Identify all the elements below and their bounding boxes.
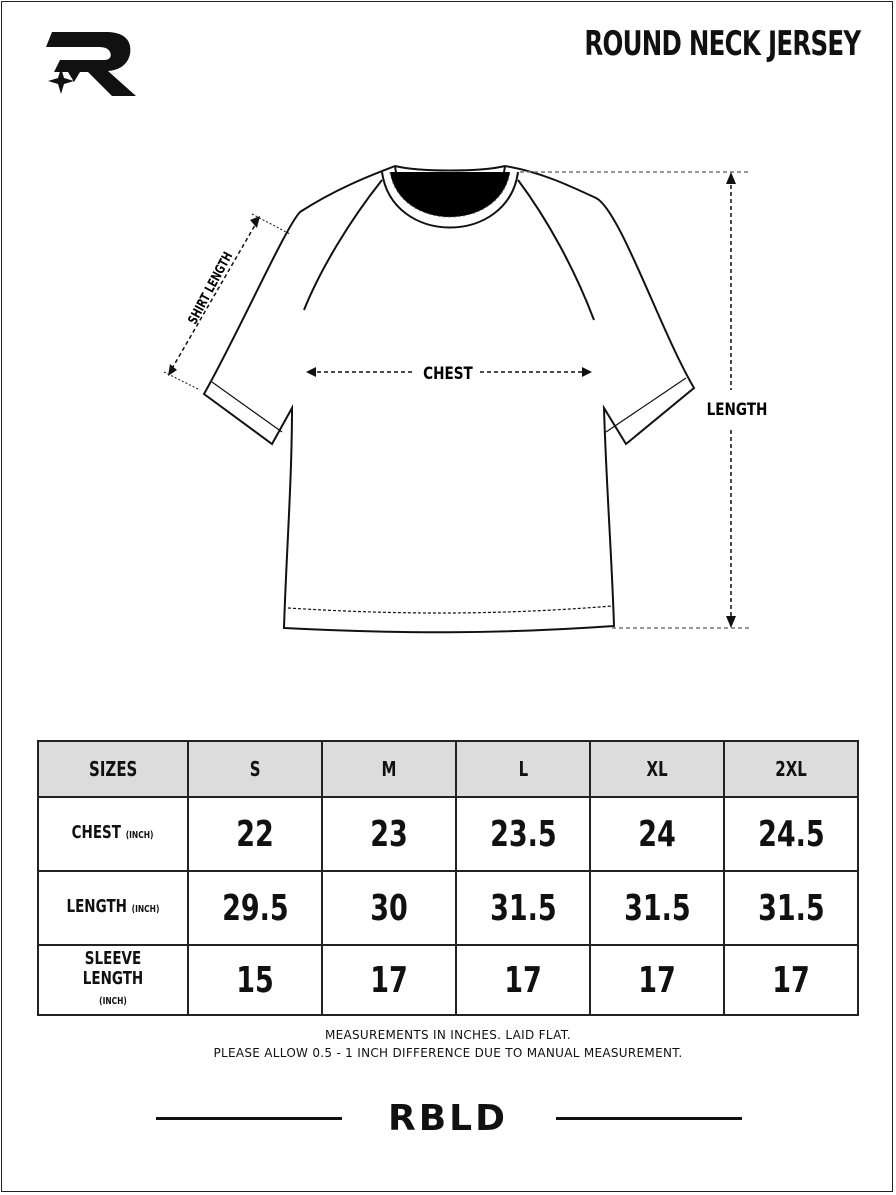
sleeve-length-label: SHIRT LENGTH xyxy=(184,249,236,327)
size-chart-table xyxy=(37,740,859,1016)
note-line: PLEASE ALLOW 0.5 - 1 INCH DIFFERENCE DUE TO MANUAL MEASUREMENT. xyxy=(213,1046,683,1060)
chest-label: CHEST xyxy=(423,363,473,384)
row-label: LENGTH (INCH) xyxy=(38,871,188,945)
table-cell: 23.5 xyxy=(456,797,590,871)
table-header-cell: SIZES xyxy=(38,741,188,797)
table-cell: 31.5 xyxy=(590,871,724,945)
shirt-outline xyxy=(204,166,694,632)
table-cell: 15 xyxy=(188,945,322,1015)
table-cell: 22 xyxy=(188,797,322,871)
measurement-notes xyxy=(0,1026,896,1062)
table-cell: 17 xyxy=(724,945,858,1015)
table-cell: 17 xyxy=(322,945,456,1015)
table-cell: 29.5 xyxy=(188,871,322,945)
note-line: MEASUREMENTS IN INCHES. LAID FLAT. xyxy=(324,1028,572,1042)
page-title: ROUND NECK JERSEY xyxy=(583,24,860,64)
table-cell: 17 xyxy=(590,945,724,1015)
table-cell: 24 xyxy=(590,797,724,871)
table-header-row xyxy=(38,741,858,797)
brand-wordmark: RBLD xyxy=(388,1098,508,1139)
brand-logo-icon xyxy=(44,28,140,100)
table-row xyxy=(38,797,858,871)
table-header-cell: M xyxy=(322,741,456,797)
table-cell: 31.5 xyxy=(724,871,858,945)
table-cell: 31.5 xyxy=(456,871,590,945)
table-cell: 30 xyxy=(322,871,456,945)
table-header-cell: L xyxy=(456,741,590,797)
table-row xyxy=(38,945,858,1015)
table-header-cell: 2XL xyxy=(724,741,858,797)
table-row xyxy=(38,871,858,945)
jersey-diagram xyxy=(0,150,896,650)
table-header-cell: XL xyxy=(590,741,724,797)
table-cell: 23 xyxy=(322,797,456,871)
table-header-cell: S xyxy=(188,741,322,797)
length-label: LENGTH xyxy=(706,399,768,420)
row-label: CHEST (INCH) xyxy=(38,797,188,871)
table-cell: 24.5 xyxy=(724,797,858,871)
table-cell: 17 xyxy=(456,945,590,1015)
row-label: SLEEVE LENGTH (INCH) xyxy=(38,945,188,1015)
